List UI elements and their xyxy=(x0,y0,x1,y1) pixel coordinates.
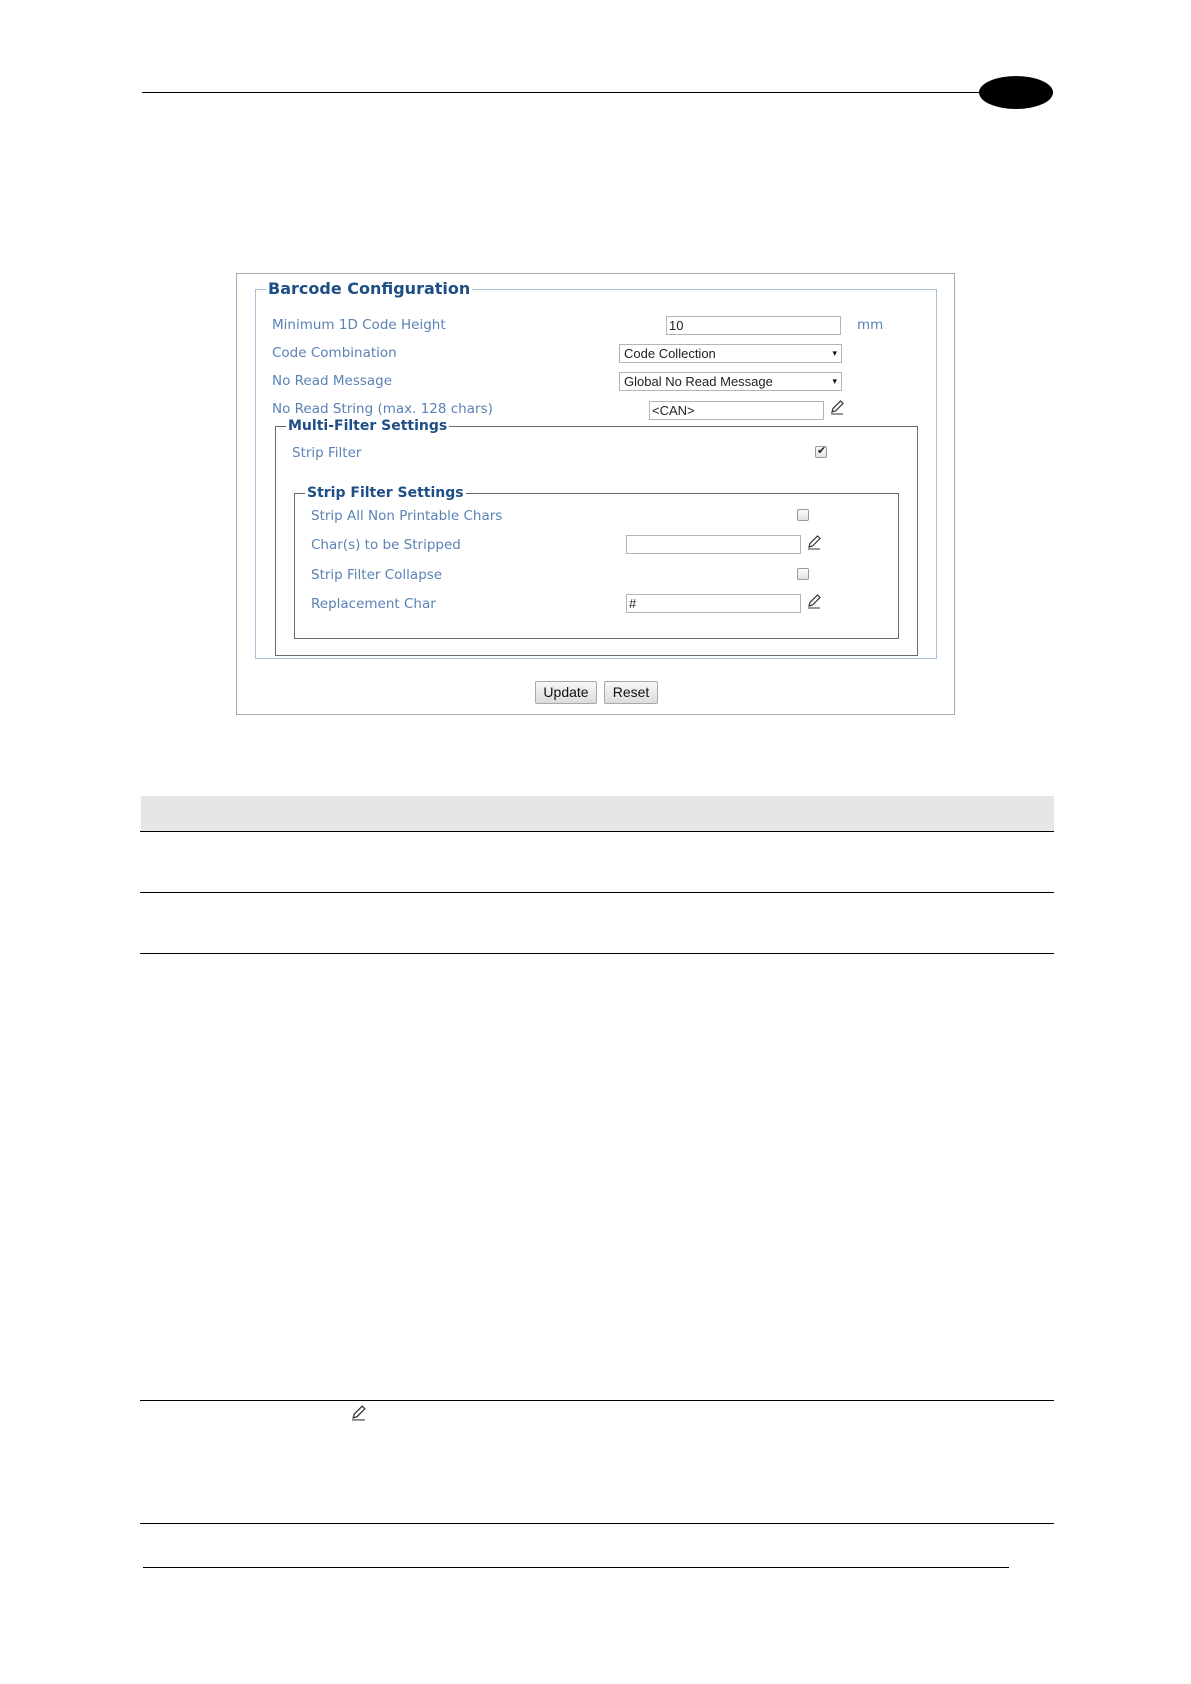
no-read-message-value: Global No Read Message xyxy=(624,374,773,389)
chars-to-strip-input[interactable] xyxy=(626,535,801,554)
checkmark-icon: ✔ xyxy=(817,444,827,457)
multi-filter-settings-group xyxy=(275,419,918,656)
strip-collapse-checkbox[interactable] xyxy=(797,568,809,580)
strip-non-printable-checkbox[interactable] xyxy=(797,509,809,521)
pencil-edit-icon[interactable] xyxy=(806,593,822,609)
chars-to-strip-label: Char(s) to be Stripped xyxy=(311,537,461,553)
multi-filter-title: Multi-Filter Settings xyxy=(288,418,448,434)
barcode-configuration-screenshot xyxy=(236,273,955,715)
pencil-edit-icon xyxy=(350,1404,367,1421)
update-button[interactable]: Update xyxy=(535,681,597,704)
footer-rule xyxy=(143,1567,1009,1568)
pencil-edit-icon[interactable] xyxy=(806,534,822,550)
chevron-down-icon: ▾ xyxy=(832,376,837,386)
replacement-char-input[interactable]: # xyxy=(626,594,801,613)
code-combination-select[interactable] xyxy=(619,344,842,363)
strip-collapse-label: Strip Filter Collapse xyxy=(311,567,443,583)
strip-non-printable-label: Strip All Non Printable Chars xyxy=(311,508,503,524)
parameter-table-header xyxy=(141,796,1054,831)
min-code-height-unit: mm xyxy=(857,317,884,333)
no-read-string-input[interactable]: <CAN> xyxy=(649,401,824,420)
replacement-char-label: Replacement Char xyxy=(311,596,436,612)
reset-button[interactable]: Reset xyxy=(604,681,658,704)
strip-filter-checkbox[interactable] xyxy=(815,446,827,458)
strip-filter-settings-title: Strip Filter Settings xyxy=(307,485,464,501)
pencil-edit-icon[interactable] xyxy=(829,399,845,415)
panel-title: Barcode Configuration xyxy=(268,279,471,298)
table-rule xyxy=(140,953,1054,954)
min-code-height-label: Minimum 1D Code Height xyxy=(272,317,446,333)
code-combination-value: Code Collection xyxy=(624,346,716,361)
chevron-down-icon: ▾ xyxy=(832,348,837,358)
strip-filter-label: Strip Filter xyxy=(292,445,362,461)
table-rule xyxy=(140,1400,1054,1401)
chapter-number-badge xyxy=(979,76,1053,109)
code-combination-label: Code Combination xyxy=(272,345,397,361)
header-rule xyxy=(142,92,992,93)
table-rule xyxy=(140,892,1054,893)
no-read-string-label: No Read String (max. 128 chars) xyxy=(272,401,493,417)
table-rule xyxy=(140,1523,1054,1524)
min-code-height-input[interactable]: 10 xyxy=(666,316,841,335)
no-read-message-select[interactable] xyxy=(619,372,842,391)
barcode-configuration-panel xyxy=(255,281,937,659)
no-read-message-label: No Read Message xyxy=(272,373,393,389)
table-rule xyxy=(140,831,1054,832)
strip-filter-settings-group xyxy=(294,486,899,639)
